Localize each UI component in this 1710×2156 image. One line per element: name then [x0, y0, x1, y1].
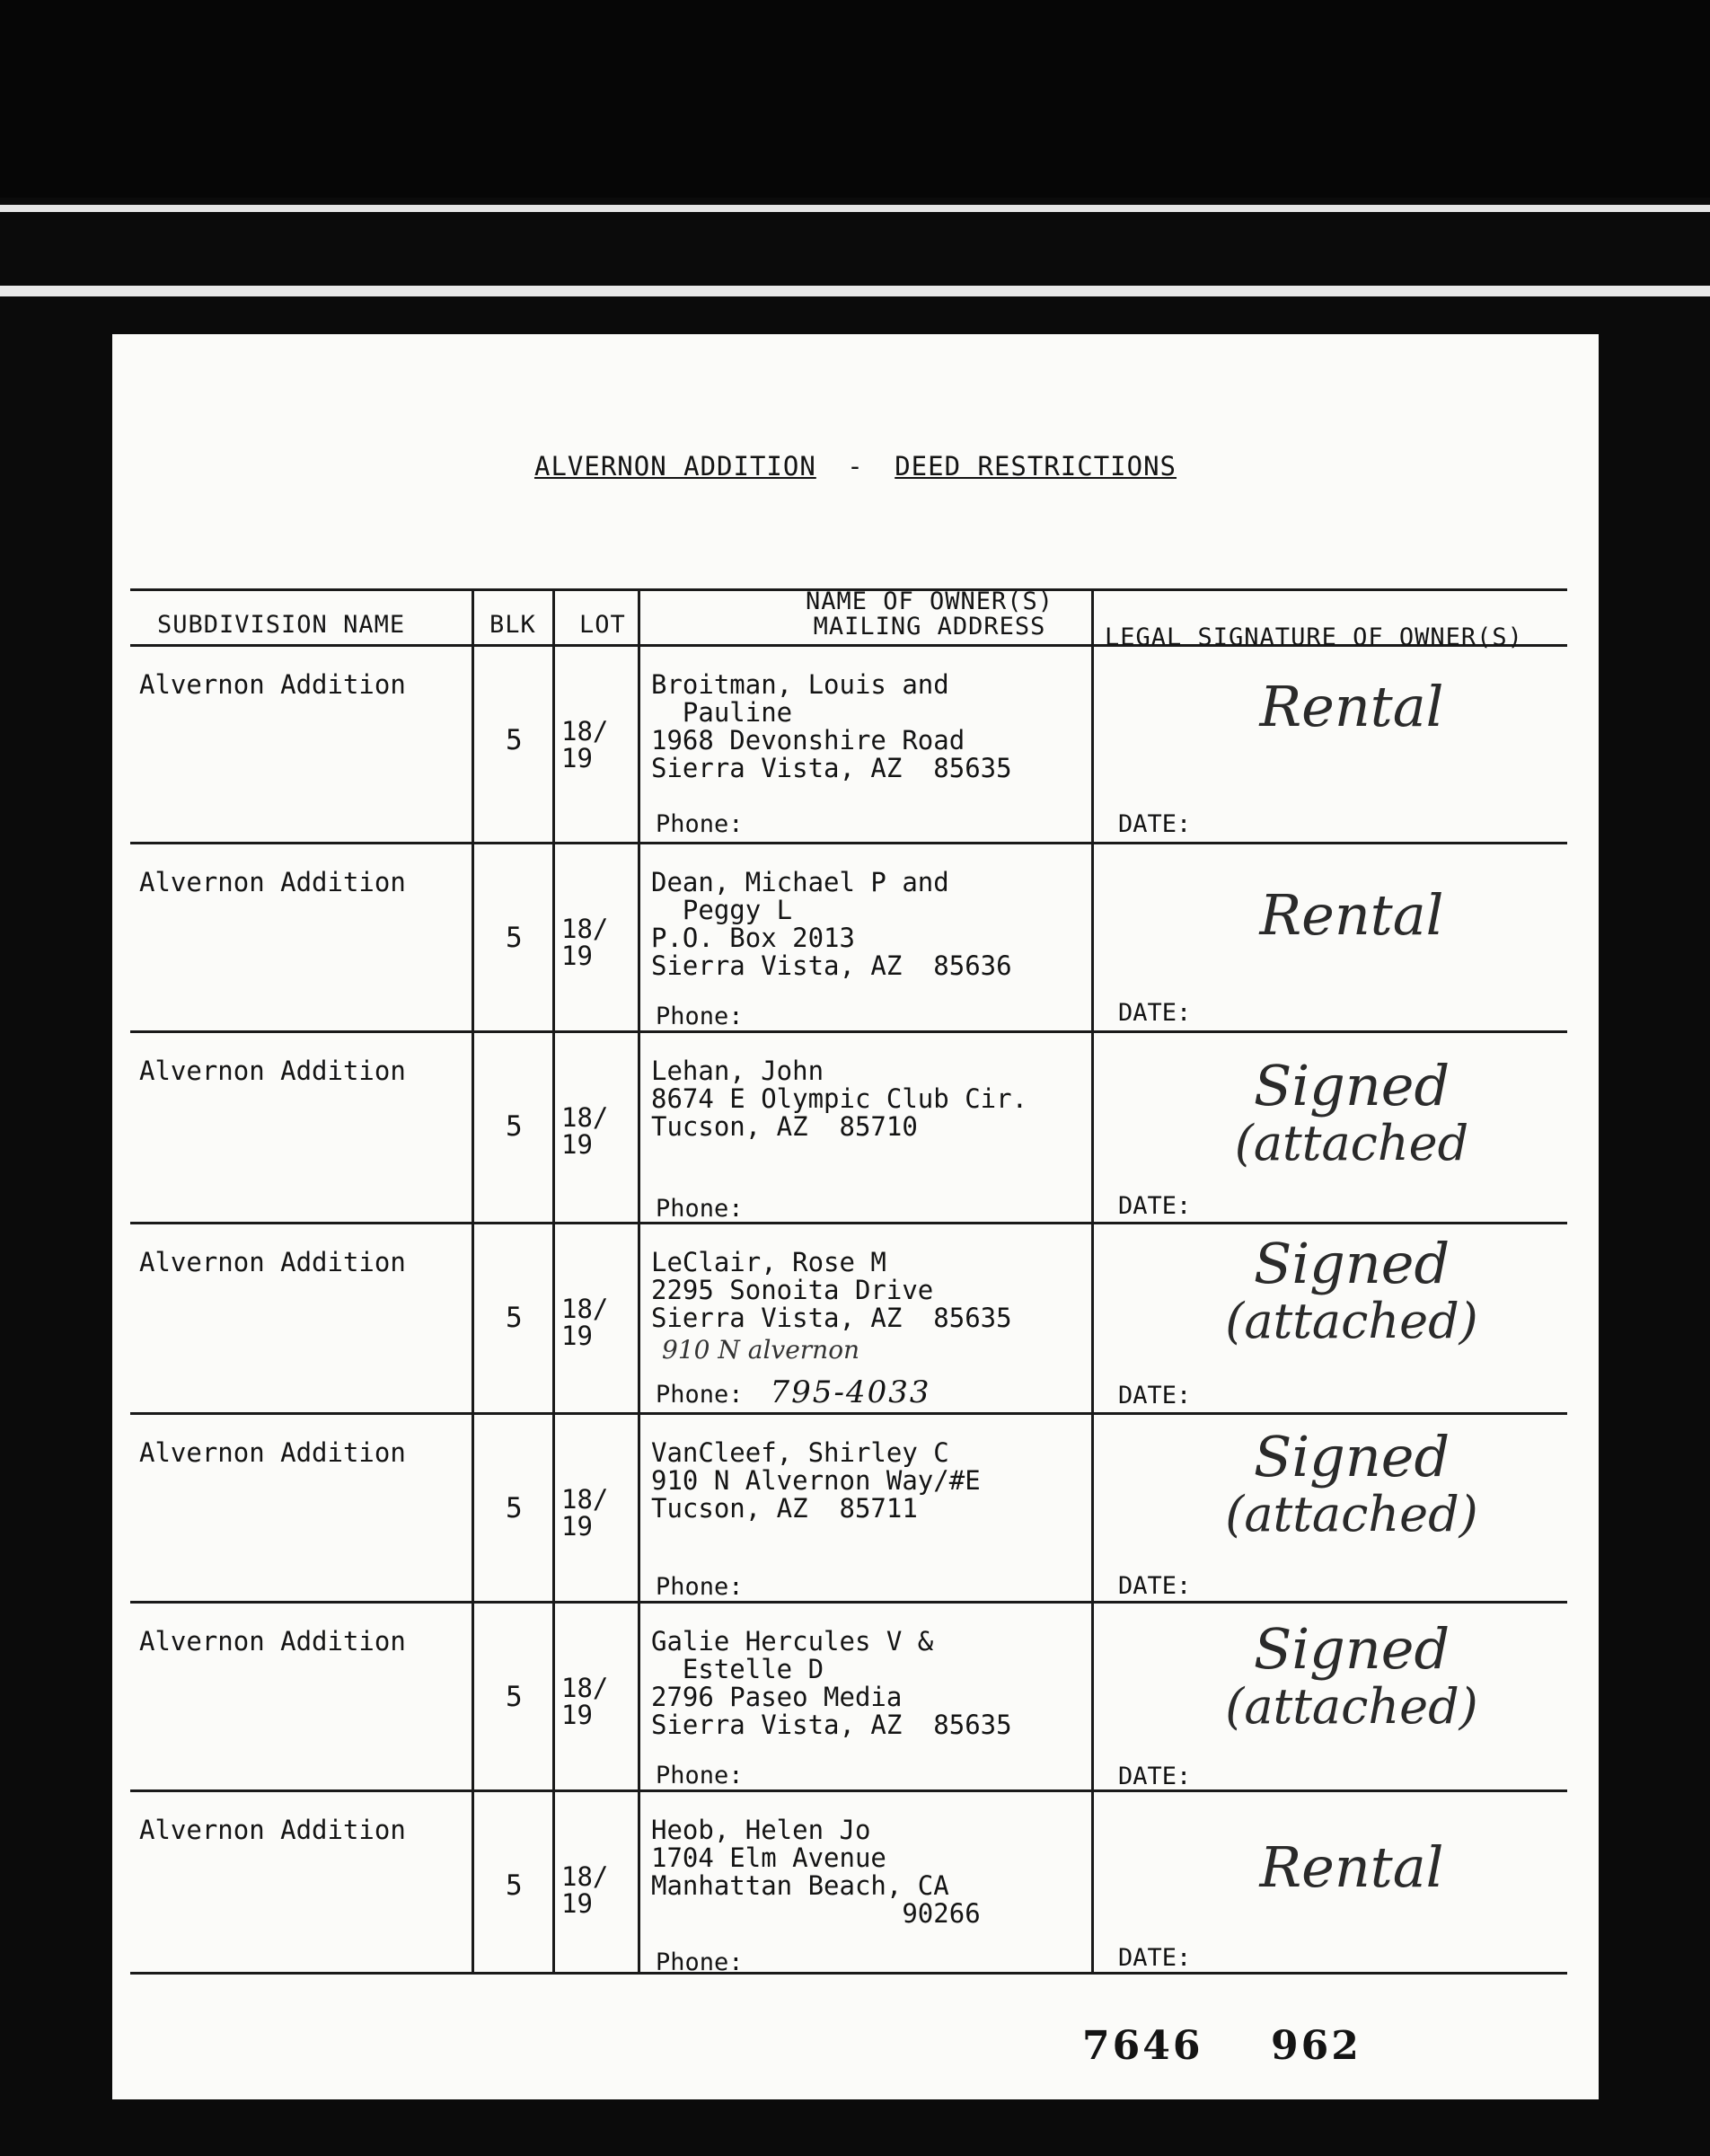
signature-line: Signed	[1253, 1424, 1450, 1489]
title-separator: -	[847, 451, 864, 482]
header-lot: LOT	[579, 611, 626, 639]
date-label: DATE:	[1118, 1763, 1192, 1790]
phone-field	[656, 1188, 771, 1224]
block-number: 5	[506, 1110, 523, 1143]
table-row	[112, 1222, 1599, 1412]
handwritten-signature	[1172, 1053, 1531, 1172]
lot-number: 18/ 19	[561, 914, 609, 971]
subdivision-name: Alvernon Addition	[139, 867, 406, 897]
signature-line: Signed	[1253, 1616, 1450, 1682]
scan-edge-line	[0, 205, 1710, 212]
date-label: DATE:	[1118, 810, 1192, 838]
lot-number: 18/ 19	[561, 1861, 609, 1919]
scan-dark-border	[0, 0, 1710, 198]
handwritten-signature	[1172, 1834, 1531, 1900]
owner-mailing-address: Lehan, John 8674 E Olympic Club Cir. Tucson, AZ 85710	[651, 1056, 1028, 1142]
handwritten-address-note: 910 N alvernon	[662, 1335, 860, 1365]
header-mailing-address: MAILING ADDRESS	[813, 613, 1046, 641]
header-subdivision: SUBDIVISION NAME	[157, 611, 406, 639]
signature-line: Rental	[1259, 882, 1444, 948]
handwritten-signature	[1172, 674, 1531, 739]
subdivision-name: Alvernon Addition	[139, 669, 406, 700]
deed-restrictions-page	[112, 334, 1599, 2099]
subdivision-name: Alvernon Addition	[139, 1815, 406, 1845]
document-title	[112, 451, 1599, 482]
table-row	[112, 842, 1599, 1030]
header-owner-name: NAME OF OWNER(S)	[805, 588, 1054, 615]
lot-number: 18/ 19	[561, 716, 609, 773]
subdivision-name: Alvernon Addition	[139, 1626, 406, 1657]
signature-line: Signed	[1253, 1231, 1450, 1296]
table-row	[112, 1412, 1599, 1601]
handwritten-signature	[1172, 1424, 1531, 1543]
signature-line: Rental	[1259, 674, 1444, 739]
signature-line: (attached	[1234, 1115, 1469, 1171]
owner-mailing-address: VanCleef, Shirley C 910 N Alvernon Way/#E Tucson, AZ 85711	[651, 1437, 981, 1524]
date-label: DATE:	[1118, 1382, 1192, 1409]
table-bottom-rule	[130, 1972, 1567, 1975]
date-label: DATE:	[1118, 999, 1192, 1027]
scan-edge-line	[0, 286, 1710, 296]
owner-mailing-address: LeClair, Rose M 2295 Sonoita Drive Sierra Vista, AZ 85635	[651, 1247, 1012, 1333]
block-number: 5	[506, 724, 523, 756]
block-number: 5	[506, 1681, 523, 1713]
handwritten-signature	[1172, 1616, 1531, 1736]
subdivision-name: Alvernon Addition	[139, 1247, 406, 1277]
owner-mailing-address: Galie Hercules V & Estelle D 2796 Paseo Media Sierra Vista, AZ 85635	[651, 1626, 1012, 1740]
block-number: 5	[506, 1302, 523, 1334]
phone-label: Phone:	[656, 1381, 744, 1409]
handwritten-signature	[1172, 882, 1531, 948]
signature-line: (attached)	[1225, 1678, 1478, 1735]
table-row	[112, 1030, 1599, 1222]
table-row	[112, 644, 1599, 842]
handwritten-signature	[1172, 1231, 1531, 1350]
document-number: 7646	[1082, 2023, 1203, 2069]
header-blk: BLK	[489, 611, 536, 639]
block-number: 5	[506, 1869, 523, 1902]
phone-field	[656, 1567, 771, 1603]
subdivision-name: Alvernon Addition	[139, 1056, 406, 1086]
phone-field	[656, 804, 771, 840]
phone-field	[656, 1942, 771, 1978]
owner-mailing-address: Broitman, Louis and Pauline 1968 Devonshire Road Sierra Vista, AZ 85635	[651, 669, 1012, 783]
phone-field	[656, 1374, 930, 1410]
owner-mailing-address: Dean, Michael P and Peggy L P.O. Box 2013 Sierra Vista, AZ 85636	[651, 867, 1012, 981]
block-number: 5	[506, 1492, 523, 1524]
table-row	[112, 1789, 1599, 1976]
title-left: ALVERNON ADDITION	[533, 451, 816, 482]
date-label: DATE:	[1118, 1192, 1192, 1220]
signature-line: (attached)	[1225, 1486, 1478, 1542]
signature-line: Rental	[1259, 1834, 1444, 1900]
phone-value: 795-4033	[770, 1374, 931, 1410]
phone-field	[656, 996, 771, 1032]
date-label: DATE:	[1118, 1944, 1192, 1972]
phone-label: Phone:	[656, 1195, 744, 1223]
title-right: DEED RESTRICTIONS	[895, 451, 1177, 482]
lot-number: 18/ 19	[561, 1673, 609, 1730]
header-legal-signature: LEGAL SIGNATURE OF OWNER(S)	[1105, 623, 1523, 651]
phone-label: Phone:	[656, 810, 744, 838]
signature-line: Signed	[1253, 1053, 1450, 1118]
lot-number: 18/ 19	[561, 1484, 609, 1542]
phone-label: Phone:	[656, 1573, 744, 1601]
phone-label: Phone:	[656, 1948, 744, 1976]
phone-label: Phone:	[656, 1003, 744, 1030]
phone-label: Phone:	[656, 1762, 744, 1789]
lot-number: 18/ 19	[561, 1102, 609, 1160]
phone-field	[656, 1755, 771, 1791]
subdivision-name: Alvernon Addition	[139, 1437, 406, 1468]
date-label: DATE:	[1118, 1572, 1192, 1600]
signature-line: (attached)	[1225, 1293, 1478, 1349]
lot-number: 18/ 19	[561, 1294, 609, 1351]
page-number: 962	[1271, 2023, 1362, 2069]
table-row	[112, 1601, 1599, 1789]
owner-mailing-address: Heob, Helen Jo 1704 Elm Avenue Manhattan Beach, CA 90266	[651, 1815, 981, 1929]
block-number: 5	[506, 922, 523, 954]
